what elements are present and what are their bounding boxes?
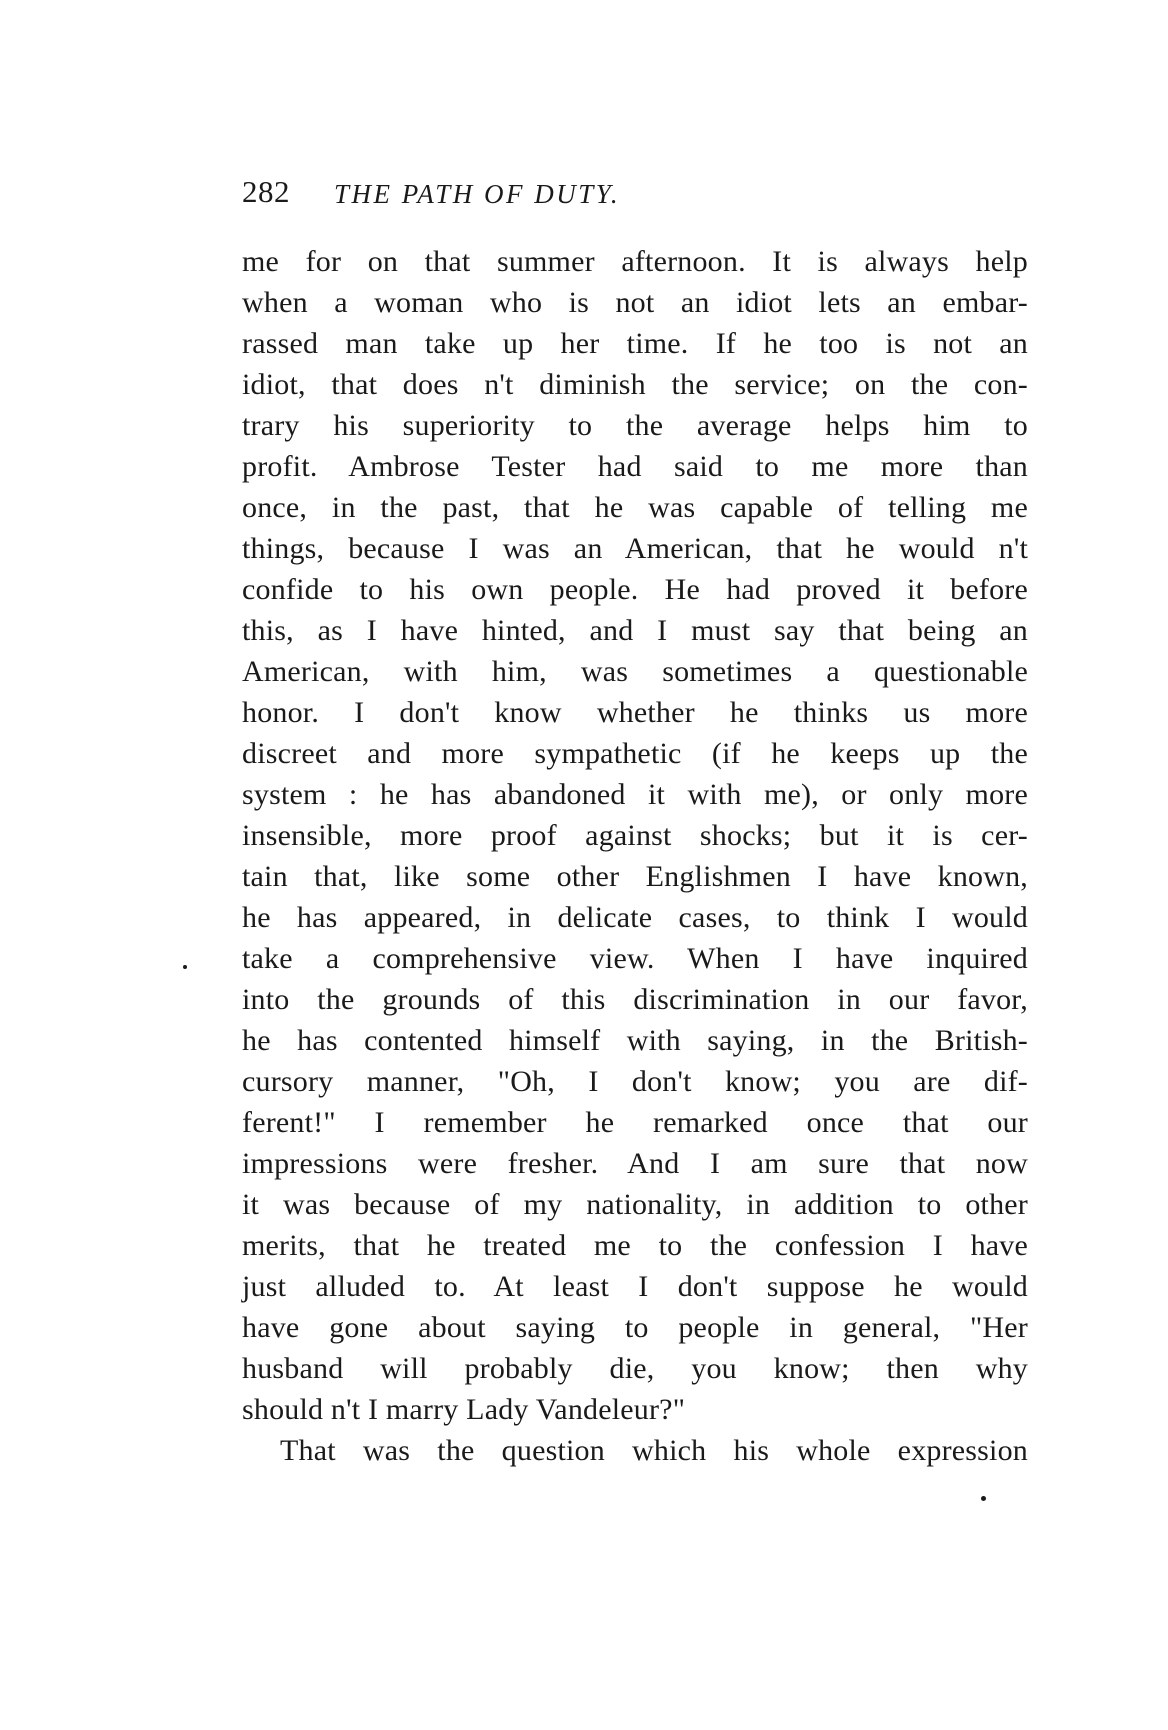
text-line: confide to his own people. He had proved it before <box>242 573 1028 606</box>
text-line: honor. I don't know whether he thinks us more <box>242 696 1028 729</box>
text-line: have gone about saying to people in general, "Her <box>242 1311 1028 1344</box>
print-speck <box>981 1496 986 1501</box>
text-line: should n't I marry Lady Vandeleur?" <box>242 1393 686 1426</box>
text-line: things, because I was an American, that he would n't <box>242 532 1028 565</box>
text-line: once, in the past, that he was capable of telling me <box>242 491 1028 524</box>
text-line: this, as I have hinted, and I must say that being an <box>242 614 1028 647</box>
text-line: into the grounds of this discrimination in our favor, <box>242 983 1028 1016</box>
page-number: 282 <box>242 174 290 209</box>
body-text <box>242 241 1028 1471</box>
text-line: insensible, more proof against shocks; but it is cer- <box>242 819 1028 852</box>
text-line: rassed man take up her time. If he too is not an <box>242 327 1028 360</box>
text-line: he has appeared, in delicate cases, to think I would <box>242 901 1028 934</box>
text-line: take a comprehensive view. When I have inquired <box>242 942 1028 975</box>
text-line: impressions were fresher. And I am sure that now <box>242 1147 1028 1180</box>
text-line: it was because of my nationality, in addition to other <box>242 1188 1028 1221</box>
page-header <box>242 172 1032 216</box>
text-line: trary his superiority to the average helps him to <box>242 409 1028 442</box>
text-line: cursory manner, "Oh, I don't know; you are dif- <box>242 1065 1028 1098</box>
paragraph-start-line: That was the question which his whole expression <box>280 1434 1028 1467</box>
text-line: profit. Ambrose Tester had said to me more than <box>242 450 1028 483</box>
text-line: merits, that he treated me to the confession I have <box>242 1229 1028 1262</box>
running-title: THE PATH OF DUTY. <box>334 179 621 209</box>
text-line: just alluded to. At least I don't suppose he would <box>242 1270 1028 1303</box>
text-line: he has contented himself with saying, in the British- <box>242 1024 1028 1057</box>
text-line: husband will probably die, you know; then why <box>242 1352 1028 1385</box>
text-line: discreet and more sympathetic (if he keeps up the <box>242 737 1028 770</box>
text-line: ferent!" I remember he remarked once that our <box>242 1106 1028 1139</box>
text-line: when a woman who is not an idiot lets an embar- <box>242 286 1028 319</box>
text-line: tain that, like some other Englishmen I have known, <box>242 860 1028 893</box>
text-line: American, with him, was sometimes a questionable <box>242 655 1028 688</box>
text-line: me for on that summer afternoon. It is always help <box>242 245 1028 278</box>
print-speck <box>183 965 187 969</box>
text-line: system : he has abandoned it with me), or only more <box>242 778 1028 811</box>
text-line: idiot, that does n't diminish the service; on the con- <box>242 368 1028 401</box>
